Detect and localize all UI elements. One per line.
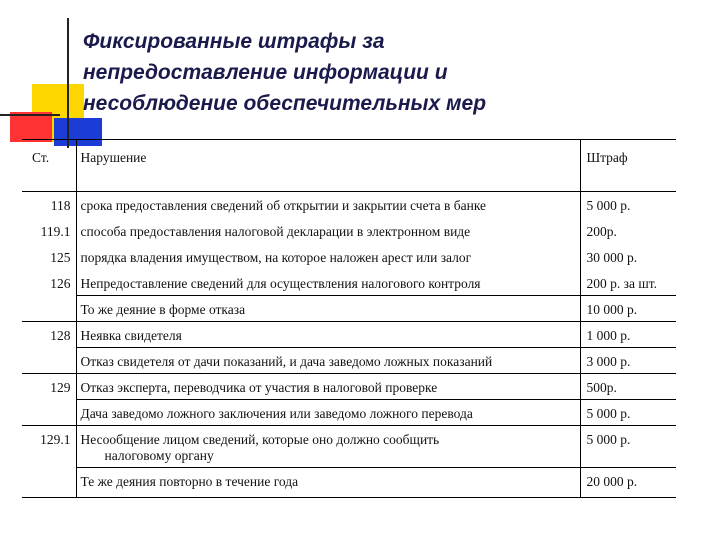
table-row: [22, 322, 676, 348]
fine-cell: 200р.: [586, 223, 617, 239]
title-line-1: Фиксированные штрафы за: [83, 30, 385, 53]
fine-cell: 200 р. за шт.: [586, 275, 657, 291]
table-row: [22, 468, 676, 498]
table-row: [22, 270, 676, 296]
fine-cell: 3 000 р.: [580, 348, 676, 374]
fine-cell: 5 000 р.: [586, 198, 631, 213]
article-cell: 128: [22, 322, 76, 348]
violation-cell: способа предоставления налоговой декларации в электронном виде: [76, 218, 580, 244]
slide-title: [83, 26, 703, 119]
fines-table: [22, 139, 676, 498]
violation-text-continued: налоговому органу: [104, 448, 214, 463]
fine-cell: 20 000 р.: [580, 468, 676, 498]
article-cell: 126: [50, 275, 71, 291]
fine-cell: 1 000 р.: [580, 322, 676, 348]
table-row: [22, 192, 676, 218]
table-row: [22, 218, 676, 244]
violation-cell: Неявка свидетеля: [76, 322, 580, 348]
table-row: [22, 426, 676, 468]
violation-cell: То же деяние в форме отказа: [76, 296, 580, 322]
article-cell: [22, 296, 76, 322]
table-row: [22, 296, 676, 322]
header-fine: Штраф: [580, 140, 676, 192]
decor-red-square: [10, 112, 52, 142]
article-cell: 129: [22, 374, 76, 400]
table-row: [22, 374, 676, 400]
table-row: [22, 348, 676, 374]
fine-cell: 10 000 р.: [580, 296, 676, 322]
table-row: [22, 400, 676, 426]
fine-cell: 5 000 р.: [580, 400, 676, 426]
title-line-3: несоблюдение обеспечительных мер: [83, 92, 487, 115]
violation-cell: Непредоставление сведений для осуществления налогового контроля: [76, 270, 580, 296]
decor-horizontal-line: [0, 114, 60, 116]
article-cell: 118: [50, 198, 71, 213]
header-violation: Нарушение: [76, 140, 580, 192]
table-header-row: [22, 140, 676, 192]
article-cell: [22, 400, 76, 426]
fine-cell: 500р.: [580, 374, 676, 400]
violation-cell: порядка владения имуществом, на которое наложен арест или залог: [76, 244, 580, 270]
article-cell: 119.1: [40, 223, 71, 239]
table-row: [22, 244, 676, 270]
violation-cell: Дача заведомо ложного заключения или заведомо ложного перевода: [76, 400, 580, 426]
violation-text: Несообщение лицом сведений, которые оно должно сообщить: [80, 432, 440, 447]
header-article: Ст.: [22, 140, 76, 192]
fine-cell: 30 000 р.: [586, 249, 638, 265]
violation-cell: Отказ эксперта, переводчика от участия в налоговой проверке: [76, 374, 580, 400]
article-cell: 129.1: [22, 426, 76, 468]
article-cell: [22, 348, 76, 374]
violation-cell: Те же деяния повторно в течение года: [76, 468, 580, 498]
fine-cell: 5 000 р.: [580, 426, 676, 468]
violation-cell: [76, 426, 580, 468]
article-cell: [22, 468, 76, 498]
decor-vertical-line: [67, 18, 69, 148]
violation-cell: срока предоставления сведений об открытии и закрытии счета в банке: [76, 192, 580, 218]
violation-cell: Отказ свидетеля от дачи показаний, и дача заведомо ложных показаний: [76, 348, 580, 374]
article-cell: 125: [50, 249, 71, 265]
title-line-2: непредоставление информации и: [83, 61, 448, 84]
